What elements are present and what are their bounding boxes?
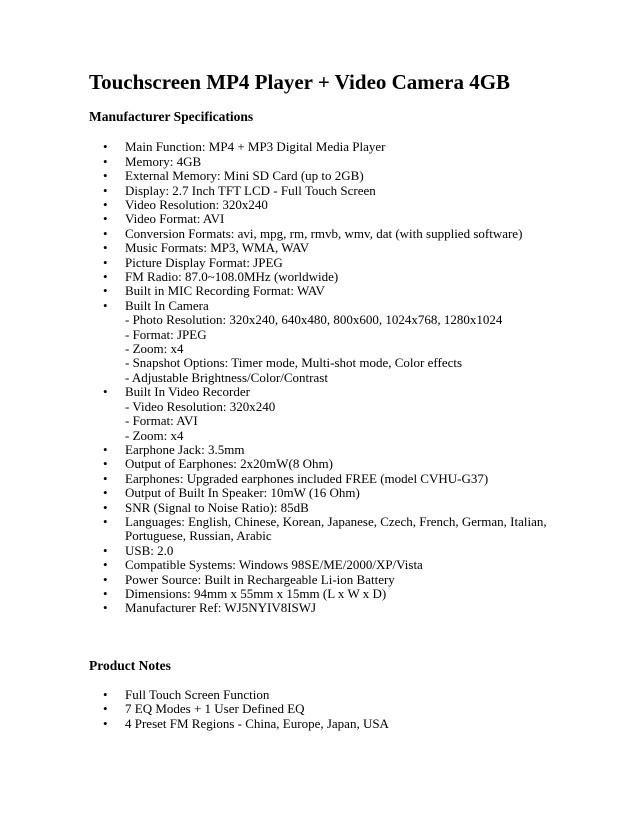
bullet-icon: • [103,715,108,731]
spec-list-item [89,212,609,226]
list-item-text: Conversion Formats: avi, mpg, rm, rmvb, wmv, dat (with supplied software) [125,225,523,241]
list-item-text: Output of Built In Speaker: 10mW (16 Ohm) [125,485,360,501]
bullet-icon: • [103,701,108,717]
list-item-text: Video Resolution: 320x240 [125,197,268,212]
list-item-text: USB: 2.0 [125,542,174,558]
bullet-icon: • [103,513,108,529]
list-item-text: FM Radio: 87.0~108.0MHz (worldwide) [125,269,339,285]
spec-list-item [89,573,609,587]
specifications-heading: Manufacturer Specifications [89,109,254,125]
list-item-text: Full Touch Screen Function [125,686,270,702]
list-item-text: Picture Display Format: JPEG [125,254,283,270]
spec-list-item [89,558,609,572]
bullet-icon: • [103,571,108,587]
bullet-icon: • [103,600,108,616]
bullet-icon: • [103,499,108,515]
spec-list-item [89,544,609,558]
list-sub-item: - Video Resolution: 320x240 [125,398,276,414]
list-item-text: Manufacturer Ref: WJ5NYIV8ISWJ [125,600,317,616]
note-list-item [89,688,609,702]
list-item-text: Compatible Systems: Windows 98SE/ME/2000/XP/Vista [125,557,423,573]
spec-list-item [89,501,609,515]
spec-list-item [89,169,609,183]
bullet-icon: • [103,240,108,256]
list-item-text: Output of Earphones: 2x20mW(8 Ohm) [125,456,333,472]
list-item-text: Earphone Jack: 3.5mm [125,441,245,457]
list-item-text: Built In Video Recorder [125,384,250,400]
spec-list-item [89,241,609,255]
spec-list-item [89,601,609,615]
spec-list-item [89,515,609,544]
list-sub-item: - Photo Resolution: 320x240, 640x480, 800x600, 1024x768, 1280x1024 [125,312,503,328]
bullet-icon: • [103,470,108,486]
bullet-icon: • [103,485,108,501]
list-item-text: External Memory: Mini SD Card (up to 2GB) [125,168,364,184]
spec-list-item [89,270,609,284]
document-title: Touchscreen MP4 Player + Video Camera 4GB [89,70,511,94]
list-item-text: Earphones: Upgraded earphones included FREE (model CVHU-G37) [125,470,489,486]
document-page [89,70,609,731]
bullet-icon: • [103,542,108,558]
spec-list-item [89,587,609,601]
list-item-text: Dimensions: 94mm x 55mm x 15mm (L x W x D) [125,585,387,601]
list-item-text: 7 EQ Modes + 1 User Defined EQ [125,701,305,717]
note-list-item [89,717,609,731]
spec-list-item [89,256,609,270]
product-notes-list [89,688,609,731]
spec-list-item [89,486,609,500]
spec-list-item [89,385,609,443]
spec-list-item [89,155,609,169]
bullet-icon: • [103,225,108,241]
bullet-icon: • [103,153,108,169]
spec-list-item [89,443,609,457]
bullet-icon: • [103,297,108,313]
bullet-icon: • [103,254,108,270]
spec-list-item [89,198,609,212]
list-item-text: Power Source: Built in Rechargeable Li-ion Battery [125,571,395,587]
list-item-text: 4 Preset FM Regions - China, Europe, Japan, USA [125,715,389,731]
list-item-text: Music Formats: MP3, WMA, WAV [125,240,310,256]
bullet-icon: • [103,557,108,573]
list-sub-item: - Zoom: x4 [125,427,184,443]
list-item-text: Built In Camera [125,297,209,313]
spec-list-item [89,140,609,154]
bullet-icon: • [103,269,108,285]
bullet-icon: • [103,686,108,702]
list-item-text: Main Function: MP4 + MP3 Digital Media Player [125,139,386,155]
bullet-icon: • [103,441,108,457]
list-item-text: Built in MIC Recording Format: WAV [125,283,325,299]
list-item-text: SNR (Signal to Noise Ratio): 85dB [125,499,309,515]
bullet-icon: • [103,585,108,601]
spec-list-item [89,457,609,471]
bullet-icon: • [103,139,108,155]
list-item-text: Languages: English, Chinese, Korean, Japanese, Czech, French, German, Italian, Portuguese, Russian, Arabic [125,513,547,544]
spec-list-item [89,227,609,241]
bullet-icon: • [103,197,108,212]
spec-list-item [89,284,609,298]
bullet-icon: • [103,211,108,227]
bullet-icon: • [103,456,108,472]
spec-list-item [89,299,609,385]
list-sub-item: - Format: AVI [125,413,198,429]
product-notes-heading: Product Notes [89,657,171,673]
list-sub-item: - Adjustable Brightness/Color/Contrast [125,369,328,385]
list-item-text: Video Format: AVI [125,211,225,227]
bullet-icon: • [103,283,108,299]
list-sub-item: - Snapshot Options: Timer mode, Multi-shot mode, Color effects [125,355,463,371]
list-item-text: Display: 2.7 Inch TFT LCD - Full Touch Screen [125,182,376,198]
note-list-item [89,702,609,716]
spec-list-item [89,184,609,198]
bullet-icon: • [103,168,108,184]
list-item-text: Memory: 4GB [125,153,202,169]
list-sub-item: - Format: JPEG [125,326,207,342]
spec-list-item [89,472,609,486]
bullet-icon: • [103,182,108,198]
specifications-list [89,140,609,615]
list-sub-item: - Zoom: x4 [125,341,184,357]
bullet-icon: • [103,384,108,400]
